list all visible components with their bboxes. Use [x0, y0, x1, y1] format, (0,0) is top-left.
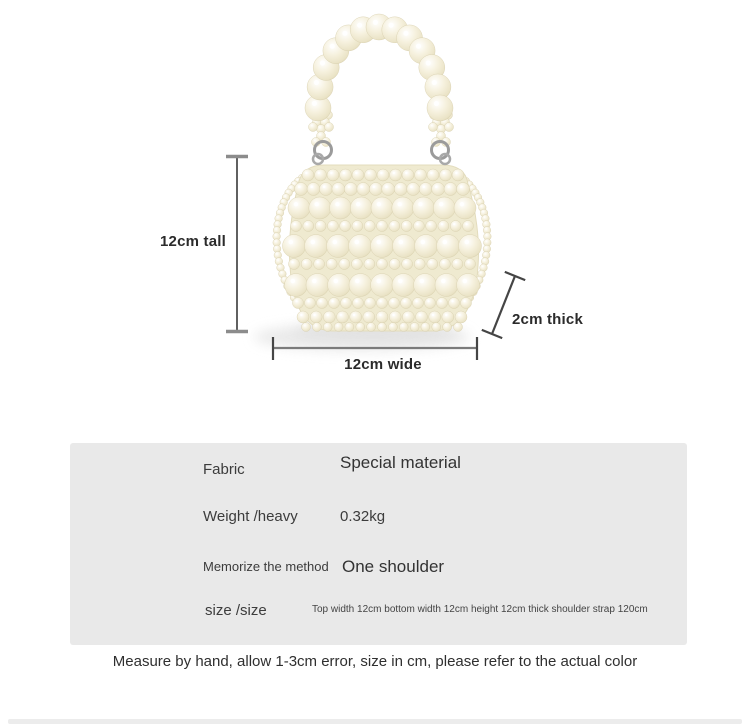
pearl-handle [305, 14, 453, 121]
spec-table [70, 443, 687, 645]
spec-value: Special material [340, 453, 461, 472]
spec-label: size /size [205, 602, 267, 619]
spec-value: One shoulder [342, 557, 445, 576]
metal-rings [313, 142, 450, 165]
height-dimension-label: 12cm tall [159, 233, 226, 250]
width-dimension-label: 12cm wide [344, 356, 422, 373]
spec-label: Memorize the method [203, 559, 329, 574]
spec-label: Weight /heavy [203, 508, 298, 525]
spec-value: Top width 12cm bottom width 12cm height 12cm thick shoulder strap 120cm [312, 604, 648, 615]
spec-value: 0.32kg [340, 508, 386, 525]
page-bottom-divider [8, 719, 742, 724]
measurement-note: Measure by hand, allow 1-3cm error, size in cm, please refer to the actual color [112, 653, 638, 670]
spec-label: Fabric [203, 461, 245, 478]
depth-dimension-label: 2cm thick [512, 311, 583, 328]
